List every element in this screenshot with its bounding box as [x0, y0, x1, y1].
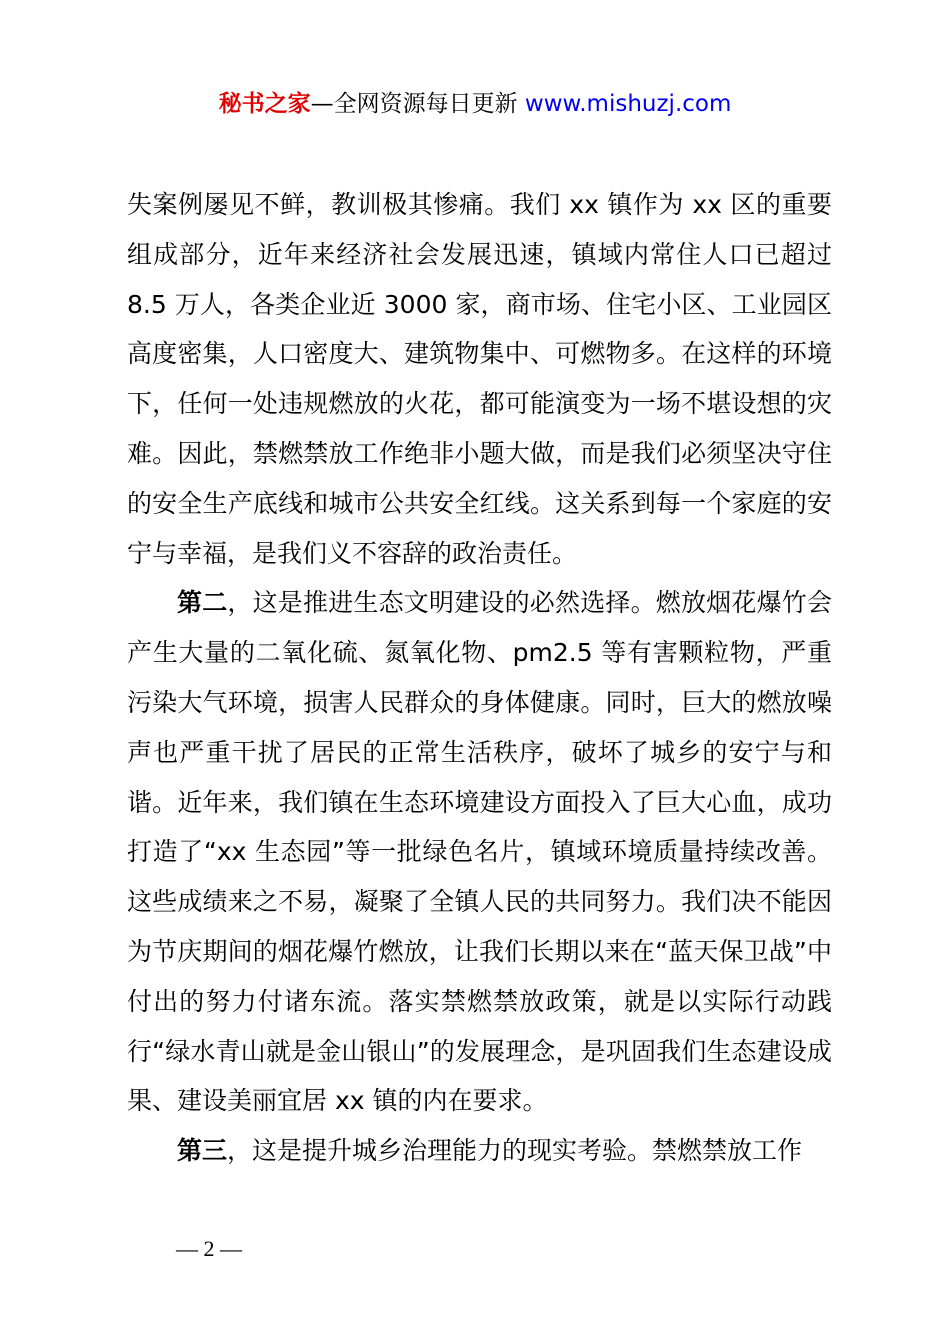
paragraph-1 [127, 180, 832, 578]
document-body [127, 180, 832, 1176]
paragraph-3-lead: 第三 [177, 1136, 228, 1166]
site-url-link[interactable]: www.mishuzj.com [524, 91, 732, 117]
paragraph-2-lead: 第二 [177, 588, 228, 618]
site-brand: 秘书之家 [218, 91, 311, 117]
paragraph-1-text: 失案例屡见不鲜，教训极其惨痛。我们 xx 镇作为 xx 区的重要组成部分，近年来经济社会发展迅速，镇域内常住人口已超过 8.5 万人，各类企业近 3000 家，商市场、住宅小区、工业园区高度密集，人口密度大、建筑物集中、可燃物多。在这样的环境下，任何一处违规燃放的火花，都可能演变为一场不堪设想的灾难。因此，禁燃禁放工作绝非小题大做，而是我们必须坚决守住的安全生产底线和城市公共安全红线。这关系到每一个家庭的安宁与幸福，是我们义不容辞的政治责任。 [127, 190, 832, 568]
site-header [0, 86, 950, 122]
paragraph-3 [127, 1126, 832, 1176]
site-tagline: —全网资源每日更新 [310, 91, 525, 117]
paragraph-2 [127, 578, 832, 1126]
page-number: — 2 — [176, 1236, 242, 1261]
paragraph-3-text: ，这是提升城乡治理能力的现实考验。禁燃禁放工作 [227, 1136, 803, 1166]
paragraph-2-text: ，这是推进生态文明建设的必然选择。燃放烟花爆竹会产生大量的二氧化硫、氮氧化物、pm2.5 等有害颗粒物，严重污染大气环境，损害人民群众的身体健康。同时，巨大的燃放噪声也严重干扰了居民的正常生活秩序，破坏了城乡的安宁与和谐。近年来，我们镇在生态环境建设方面投入了巨大心血，成功打造了“xx 生态园”等一批绿色名片，镇域环境质量持续改善。这些成绩来之不易，凝聚了全镇人民的共同努力。我们决不能因为节庆期间的烟花爆竹燃放，让我们长期以来在“蓝天保卫战”中付出的努力付诸东流。落实禁燃禁放政策，就是以实际行动践行“绿水青山就是金山银山”的发展理念，是巩固我们生态建设成果、建设美丽宜居 xx 镇的内在要求。 [127, 588, 832, 1116]
